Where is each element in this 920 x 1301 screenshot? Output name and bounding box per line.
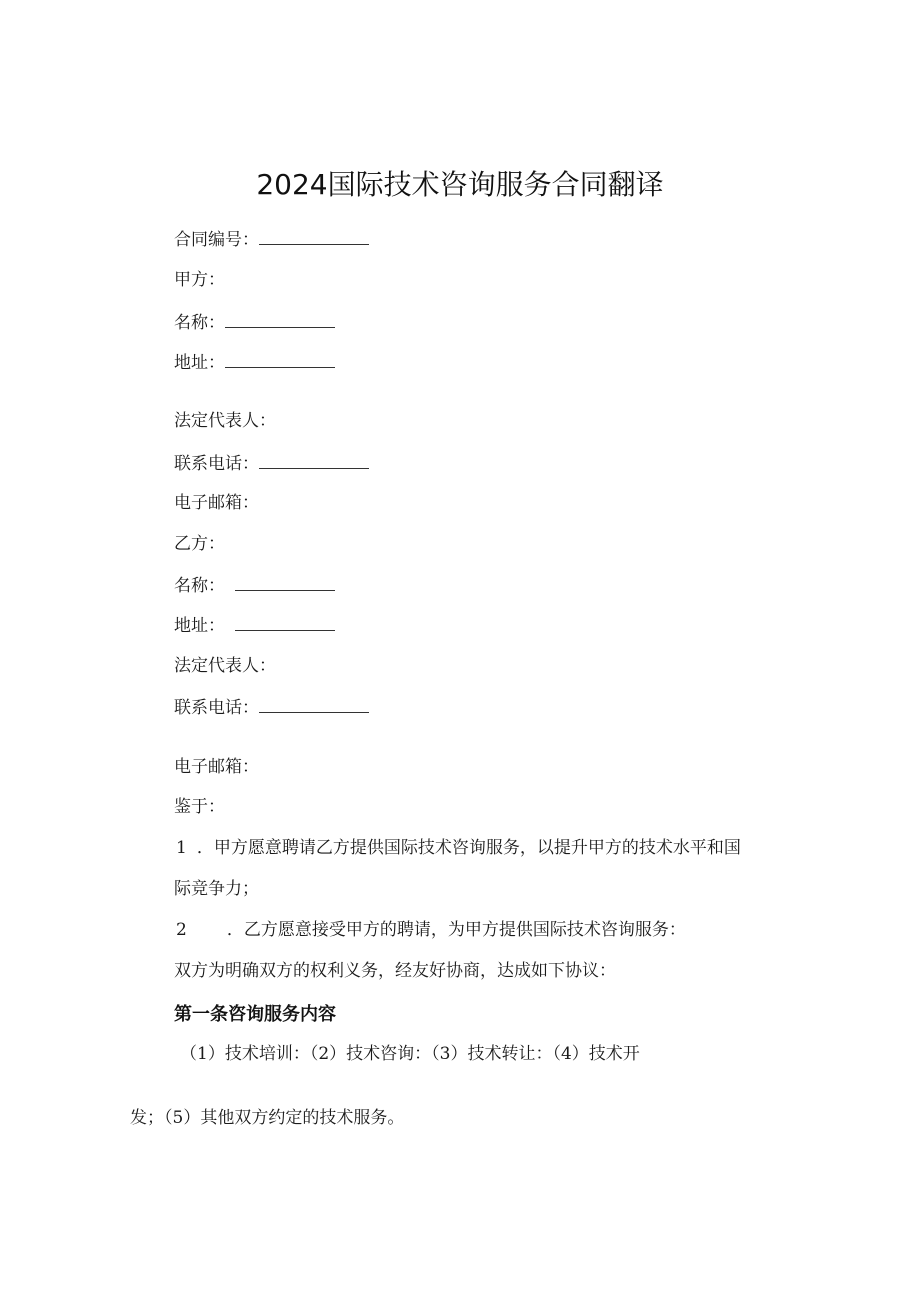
recital-item-2-text: ．乙方愿意接受甲方的聘请，为甲方提供国际技术咨询服务： <box>226 920 686 940</box>
agreement-statement: 双方为明确双方的权利义务，经友好协商，达成如下协议： <box>174 961 616 981</box>
party-a-name-blank[interactable] <box>225 311 335 328</box>
recital-item-2-number: 2 <box>176 920 187 940</box>
recital-item-1-number: 1 <box>176 838 187 858</box>
recital-item-2 <box>176 919 686 941</box>
contract-number-label: 合同编号： <box>174 230 259 250</box>
party-b-phone-blank[interactable] <box>259 696 369 713</box>
article-1-line-2: 发；（5）其他双方约定的技术服务。 <box>130 1108 405 1128</box>
party-a-phone-blank[interactable] <box>259 452 369 469</box>
party-a-name-label: 名称： <box>174 313 225 333</box>
contract-number-row <box>174 228 369 251</box>
recital-item-1 <box>176 837 741 859</box>
party-a-address-row <box>174 351 335 374</box>
recital-item-1-text: ．甲方愿意聘请乙方提供国际技术咨询服务，以提升甲方的技术水平和国 <box>196 838 741 858</box>
contract-number-blank[interactable] <box>259 228 369 245</box>
party-b-email-label: 电子邮箱： <box>174 757 259 777</box>
article-1-heading: 第一条咨询服务内容 <box>174 1004 336 1025</box>
document-title: 2024国际技术咨询服务合同翻译 <box>256 168 664 201</box>
party-a-legal-rep-label: 法定代表人： <box>174 411 276 431</box>
party-b-name-row <box>174 574 335 597</box>
party-a-email-label: 电子邮箱： <box>174 493 259 513</box>
party-a-address-blank[interactable] <box>225 351 335 368</box>
recital-item-1-continued: 际竞争力； <box>174 879 259 899</box>
party-b-label: 乙方： <box>174 534 225 554</box>
article-1-line-1: （1）技术培训：（2）技术咨询：（3）技术转让：（4）技术开 <box>180 1044 640 1064</box>
party-b-phone-label: 联系电话： <box>174 698 259 718</box>
party-a-phone-label: 联系电话： <box>174 454 259 474</box>
party-a-phone-row <box>174 452 369 475</box>
party-b-name-label: 名称： <box>174 576 225 596</box>
whereas-label: 鉴于： <box>174 797 225 817</box>
party-a-address-label: 地址： <box>174 353 225 373</box>
party-a-label: 甲方： <box>174 270 225 290</box>
party-b-name-blank[interactable] <box>235 574 335 591</box>
party-b-address-blank[interactable] <box>235 614 335 631</box>
party-b-address-row <box>174 614 335 637</box>
party-b-legal-rep-label: 法定代表人： <box>174 656 276 676</box>
party-b-address-label: 地址： <box>174 616 225 636</box>
party-a-name-row <box>174 311 335 334</box>
party-b-phone-row <box>174 696 369 719</box>
